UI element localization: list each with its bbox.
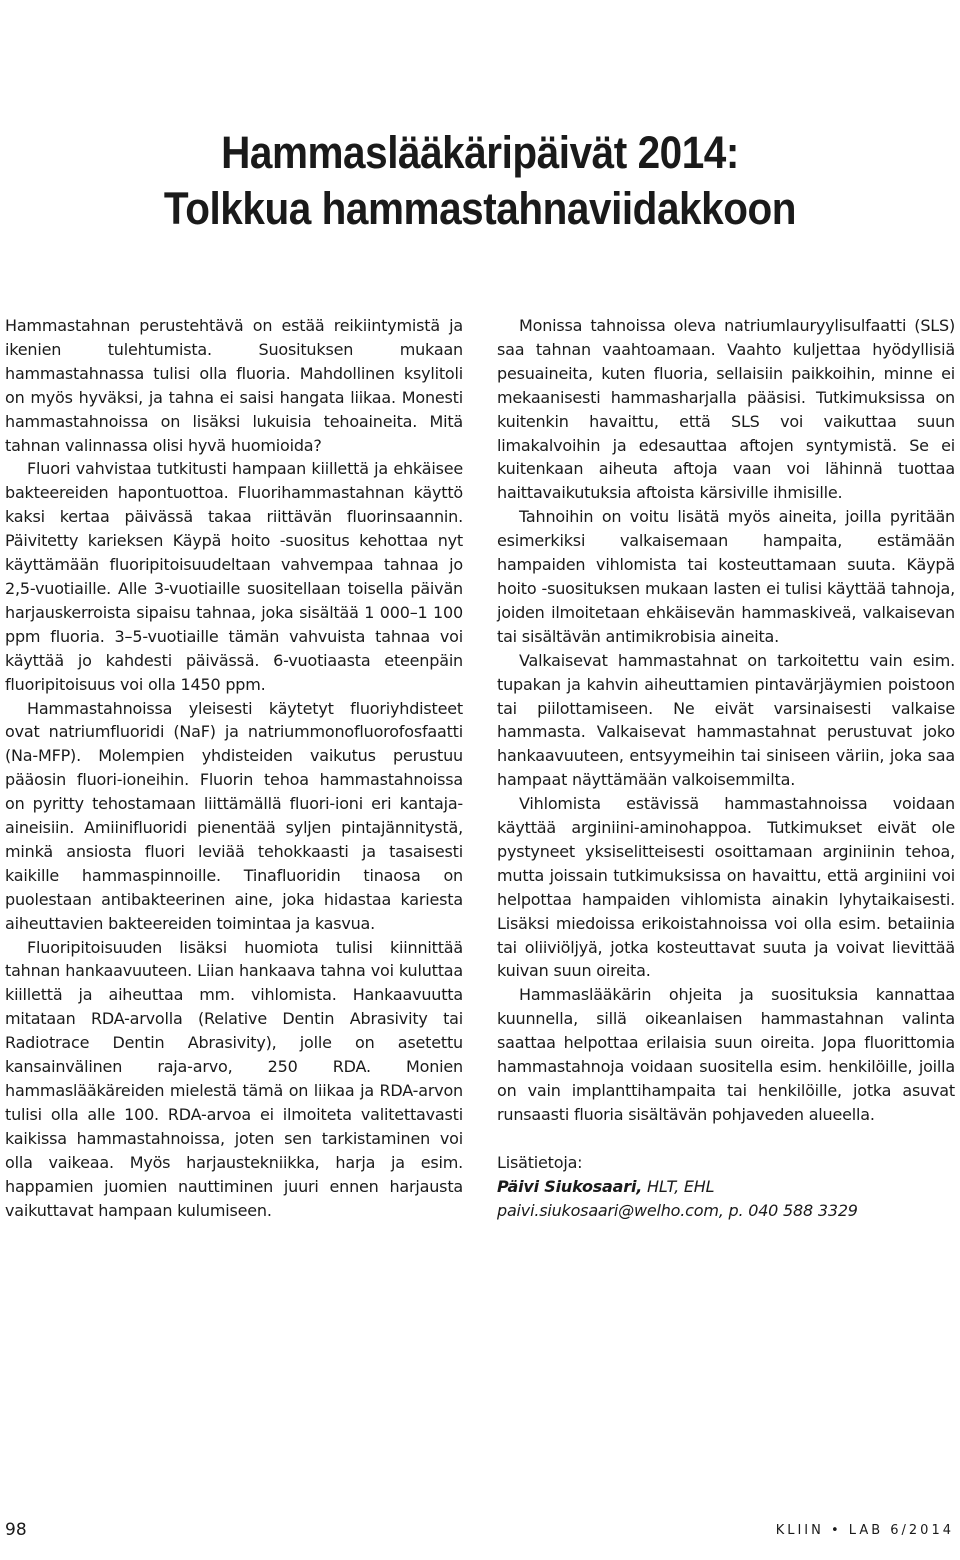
paragraph: Monissa tahnoissa oleva natriumlauryylisulfaatti (SLS) saa tahnan vaahtoamaan. Vaahto kuljettaa hyödyllisiä pesuaineita, kuten fluoria, sellaisiin paikkoihin, minne ei mekaanisesti hammasharjalla pääsisi. Tutkimuksissa on kuitenkin havaittu, että SLS voi vaikuttaa suun limakalvoihin ja edesauttaa aftojen syntymistä. Se ei kuitenkaan aiheuta aftoja vaan voi lähinnä tuottaa haittavaikutuksia aftoista kärsiville ihmisille. bbox=[497, 316, 955, 503]
contact-email-phone: paivi.siukosaari@welho.com, p. 040 588 3329 bbox=[497, 1200, 858, 1220]
page-footer bbox=[0, 1520, 960, 1550]
contact-affiliation: HLT, EHL bbox=[642, 1176, 715, 1196]
paragraph: Valkaisevat hammastahnat on tarkoitettu vain esim. tupakan ja kahvin aiheuttamien pintavärjäymien poistoon tai piilottamiseen. Ne eivät varsinaisesti valkaise hammasta. Valkaisevat hammastahnat perustuvat joko hankaavuuteen, entsyymeihin tai siniseen väriin, joka saa hampaat näyttämään valkoisemmilta. bbox=[497, 650, 955, 790]
journal-name: KLIIN • LAB 6/2014 bbox=[775, 1523, 954, 1538]
contact-name: Päivi Siukosaari, bbox=[497, 1176, 643, 1196]
contact-author bbox=[497, 1175, 955, 1199]
paragraph: Hammastahnoissa yleisesti käytetyt fluoriyhdisteet ovat natriumfluoridi (NaF) ja natriummonofluorofosfaatti (Na-MFP). Molempien yhdisteiden vaikutus perustuu pääosin fluori-ioneihin. Fluorin tehoa hammastahnoissa on pyritty tehostamaan liittämällä fluori-ioni eri kantaja-aineisiin. Amiinifluoridi pienentää syljen pintajännitystä, minkä ansiosta fluori leviää tehokkaasti ja tasaisesti kaikille hammaspinnoille. Tinafluoridin tinaosa on puolestaan antibakteerinen aine, joka hidastaa kariesta aiheuttavien bakteereiden toimintaa ja kasvua. bbox=[5, 698, 463, 933]
page-number: 98 bbox=[5, 1520, 27, 1540]
paragraph: Vihlomista estävissä hammastahnoissa voidaan käyttää arginiini-aminohappoa. Tutkimukset eivät ole pystyneet yksiselitteisesti osoittamaan arginiinin tehoa, mutta joissain tutkimuksissa on havaittu, että arginiini voi helpottaa hampaiden vihlomista ainakin lyhytaikaisesti. Lisäksi miedoissa erikoistahnoissa voi olla esim. betaiinia tai oliiviöljyä, jotka kosteuttavat suuta ja voivat lievittää kuivan suun oireita. bbox=[497, 794, 955, 981]
article-title bbox=[48, 125, 912, 237]
paragraph: Fluori vahvistaa tutkitusti hampaan kiillettä ja ehkäisee bakteereiden hapontuottoa. Fluorihammastahnan käyttö kaksi kertaa päivässä takaa riittävän fluorinsaannin. Päivitetty karieksen Käypä hoito -suositus kehottaa nyt käyttämään fluoripitoisuudeltaan vahvempaa tahnaa jo 2,5-vuotiaille. Alle 3-vuotiaille suositellaan toisella päivän harjauskerroista sipaisu tahnaa, joka sisältää 1 000–1 100 ppm fluoria. 3–5-vuotiaille tämän vahvuista tahnaa voi käyttää jo kahdesti päivässä. 6-vuotiaasta eteenpäin fluoripitoisuus voi olla 1450 ppm. bbox=[5, 459, 463, 694]
left-column bbox=[5, 314, 463, 1222]
paragraph: Fluoripitoisuuden lisäksi huomiota tulisi kiinnittää tahnan hankaavuuteen. Liian hankaava tahna voi kuluttaa kiillettä ja aiheuttaa mm. vihlomista. Hankaavuutta mitataan RDA-arvolla (Relative Dentin Abrasivity tai Radiotrace Dentin Abrasivity), jolle on asetettu kansainvälinen raja-arvo, 250 RDA. Monien hammaslääkäreiden mielestä tämä on liikaa ja RDA-arvon tulisi olla alle 100. RDA-arvoa ei ilmoiteta valitettavasti kaikissa hammastahnoissa, joten sen tarkistaminen voi olla vaikeaa. Myös harjaustekniikka, harja ja esim. happamien juomien nauttiminen juuri ennen harjausta vaikuttavat hampaan kulumiseen. bbox=[5, 937, 463, 1220]
right-column bbox=[497, 314, 955, 1223]
paragraph: Hammastahnan perustehtävä on estää reikiintymistä ja ikenien tulehtumista. Suosituksen mukaan hammastahnassa tulisi olla fluoria. Mahdollinen ksylitoli on myös hyväksi, ja tahna ei saisi hangata liikaa. Monesti hammastahnoissa on lisäksi lukuisia tehoaineita. Mitä tahnan valinnassa olisi hyvä huomioida? bbox=[5, 316, 463, 455]
article-title-line-1: Hammaslääkäripäivät 2014: bbox=[221, 127, 739, 178]
contact-label: Lisätietoja: bbox=[497, 1152, 583, 1172]
paragraph: Tahnoihin on voitu lisätä myös aineita, joilla pyritään esimerkiksi valkaisemaan hampaita, estämään hampaiden vihlomista tai kosteuttamaan suuta. Käypä hoito -suosituksen mukaan lasten ei tulisi käyttää tahnoja, joiden ilmoitetaan ehkäisevän hammaskiveä, valkaisevan tai sisältävän antimikrobisia aineita. bbox=[497, 507, 955, 646]
contact-info bbox=[497, 1151, 955, 1223]
paragraph: Hammaslääkärin ohjeita ja suosituksia kannattaa kuunnella, sillä oikeanlaisen hammastahnan valinta saattaa helpottaa erilaisia suun oireita. Jopa fluorittomia hammastahnoja voidaan suositella esim. henkilöille, joilla on vain implanttihampaita tai henkilöille, jotka asuvat runsaasti fluoria sisältävän pohjaveden alueella. bbox=[497, 985, 955, 1124]
article-title-line-2: Tolkkua hammastahnaviidakkoon bbox=[163, 183, 797, 234]
